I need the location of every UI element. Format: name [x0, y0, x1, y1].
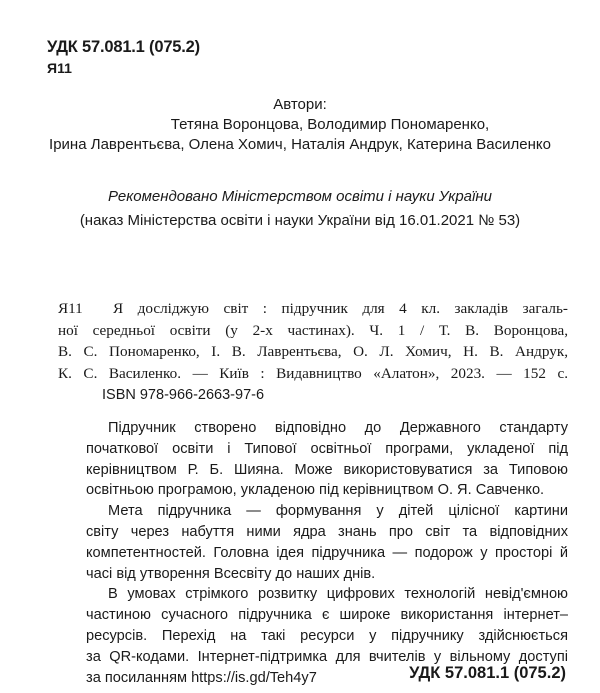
paragraph-line: Мета підручника — формування у дітей цілісної картини	[108, 503, 568, 520]
paragraph-line: керівництвом Р. Б. Шияна. Може використовуватися за Типовою	[86, 461, 568, 478]
paragraph-line: компетентностей. Головна ідея підручника — подорож у просторі й	[86, 544, 568, 561]
recommendation-block	[0, 185, 600, 233]
recommendation-line-2: (наказ Міністерства освіти і науки України від 16.01.2021 № 53)	[79, 212, 521, 229]
author-mark-top: Я11	[47, 60, 72, 76]
biblio-line: Я досліджую світ : підручник для 4 кл. закладів загаль-	[113, 300, 568, 317]
paragraph-line: початкової освіти і Типової освітньої програми, укладеної під	[86, 440, 568, 457]
biblio-line: ної середньої освіти (у 2-х частинах). Ч. 1 / Т. В. Воронцова,	[58, 321, 568, 339]
isbn: ISBN 978-966-2663-97-6	[102, 387, 265, 403]
paragraph-line: освітньою програмою, укладеною під керівництвом О. Я. Савченко.	[86, 482, 545, 499]
udc-code-top: УДК 57.081.1 (075.2)	[47, 38, 200, 56]
paragraph-line[interactable]: за посиланням https://is.gd/Teh4y7	[86, 669, 317, 686]
paragraph-line: В умовах стрімкого розвитку цифрових технологій невід'ємною	[108, 586, 568, 603]
udc-code-bottom: УДК 57.081.1 (075.2)	[409, 664, 566, 682]
bibliographic-record	[58, 298, 568, 384]
biblio-line: В. С. Пономаренко, І. В. Лаврентьєва, О. Л. Хомич, Н. В. Андрук,	[58, 343, 568, 360]
paragraph-line: частиною сучасного підручника є широке використання інтернет–	[86, 607, 568, 624]
biblio-author-mark: Я11	[58, 300, 83, 317]
recommendation-line-1: Рекомендовано Міністерством освіти і науки України	[108, 188, 492, 205]
authors-block	[0, 95, 600, 155]
authors-line-2: Ірина Лаврентьєва, Олена Хомич, Наталія Андрук, Катерина Василенко	[49, 136, 551, 153]
authors-line-1: Тетяна Воронцова, Володимир Пономаренко,	[170, 116, 490, 133]
paragraph-line: за QR-кодами. Інтернет-підтримка для вчителів у вільному доступі	[86, 648, 568, 665]
paragraph-line: ресурсів. Перехід на такі ресурси у підручнику здійснюється	[86, 627, 568, 644]
paragraph-line: Підручник створено відповідно до Державного стандарту	[108, 420, 568, 436]
authors-label: Автори:	[273, 96, 327, 113]
biblio-line: К. С. Василенко. — Київ : Видавництво «Алатон», 2023. — 152 с.	[58, 364, 568, 382]
paragraph-line: світу через набуття ними ядра знань про світ та відповідних	[86, 523, 568, 540]
annotation-text	[86, 418, 568, 688]
paragraph-line: часі від утворення Всесвіту до наших днів.	[86, 565, 376, 582]
